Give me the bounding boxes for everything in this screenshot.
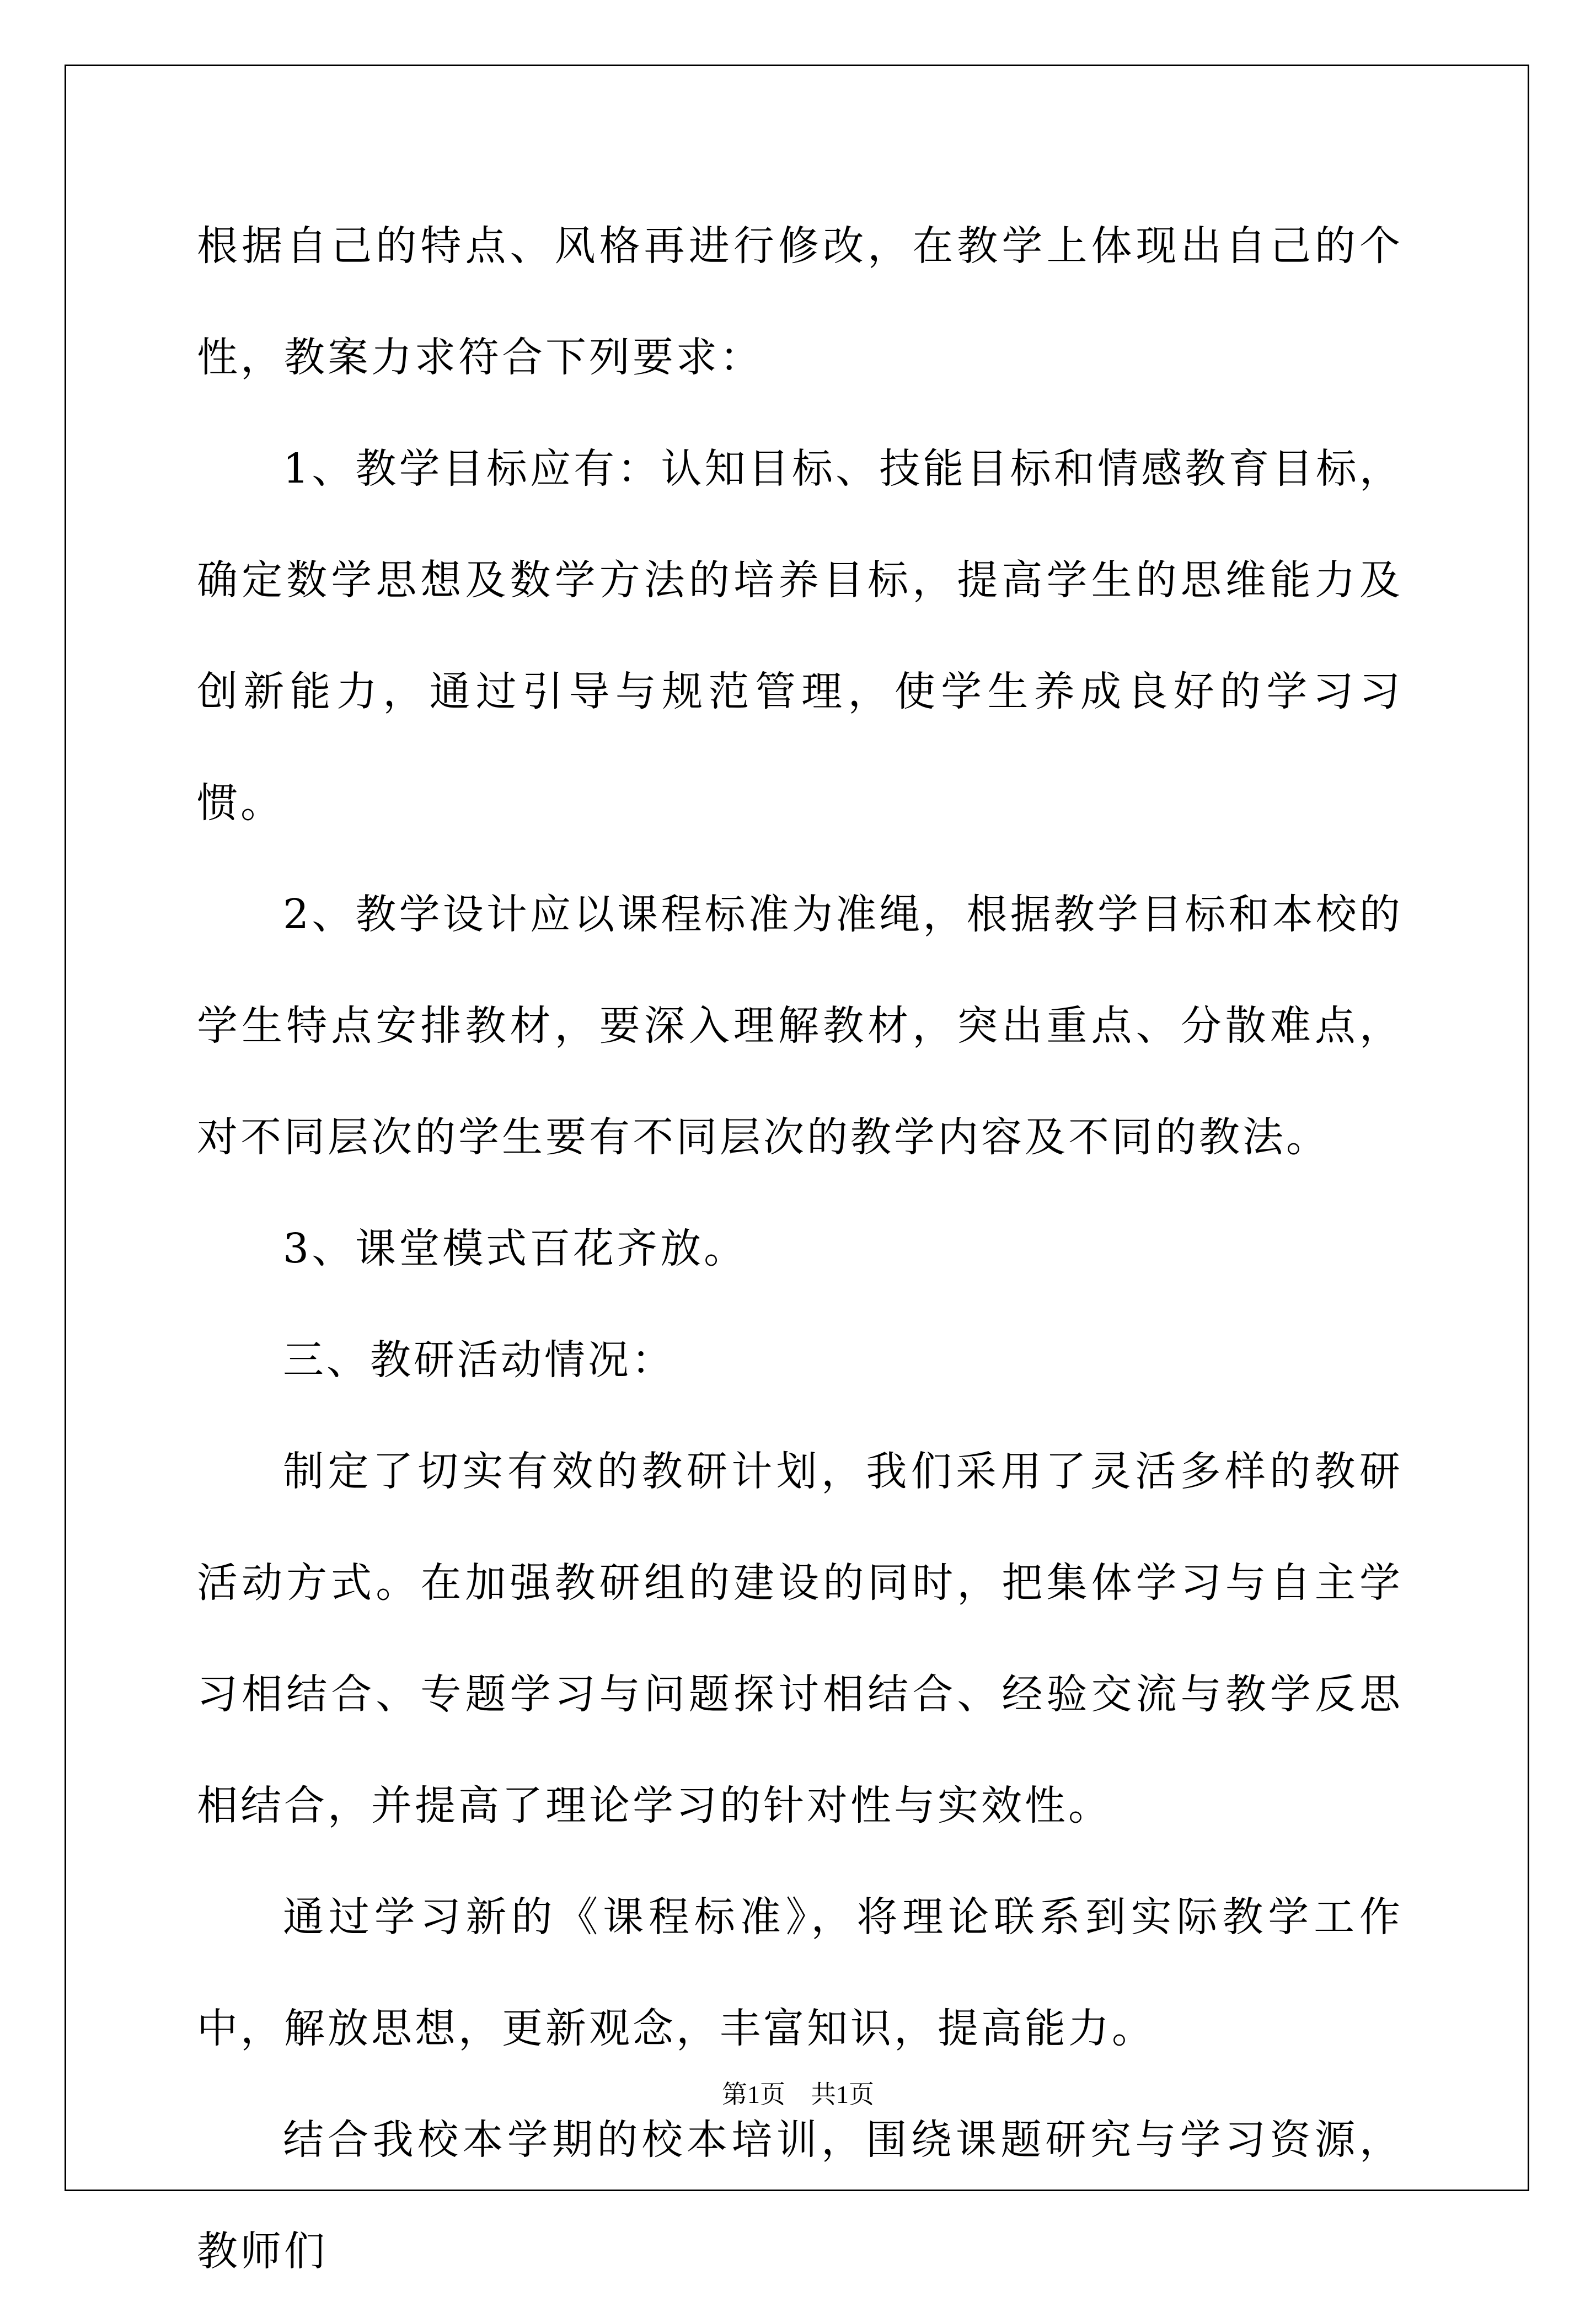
page-total: 共1页 — [811, 2080, 874, 2108]
paragraph-3: 2、教学设计应以课程标准为准绳，根据教学目标和本校的学生特点安排教材，要深入理解教材，突出重点、分散难点，对不同层次的学生要有不同层次的教学内容及不同的教法。 — [197, 891, 1403, 1161]
paragraph-4: 3、课堂模式百花齐放。 — [283, 1225, 748, 1272]
document-body — [197, 190, 1403, 2307]
paragraph-5: 制定了切实有效的教研计划，我们采用了灵活多样的教研活动方式。在加强教研组的建设的同时，把集体学习与自主学习相结合、专题学习与问题探讨相结合、经验交流与教学反思相结合，并提高了理论学习的针对性与实效性。 — [197, 1448, 1403, 1829]
page-footer — [0, 2078, 1596, 2111]
paragraph-1: 根据自己的特点、风格再进行修改，在教学上体现出自己的个性，教案力求符合下列要求： — [197, 222, 1403, 381]
paragraph-6: 通过学习新的《课程标准》，将理论联系到实际教学工作中，解放思想，更新观念，丰富知识，提高能力。 — [197, 1893, 1403, 2052]
section-heading: 三、教研活动情况： — [283, 1336, 675, 1384]
paragraph-2: 1、教学目标应有：认知目标、技能目标和情感教育目标，确定数学思想及数学方法的培养目标，提高学生的思维能力及创新能力，通过引导与规范管理，使学生养成良好的学习习惯。 — [197, 445, 1403, 827]
paragraph-7: 结合我校本学期的校本培训，围绕课题研究与学习资源，教师们 — [197, 2116, 1403, 2275]
page-number: 第1页 — [722, 2080, 785, 2108]
